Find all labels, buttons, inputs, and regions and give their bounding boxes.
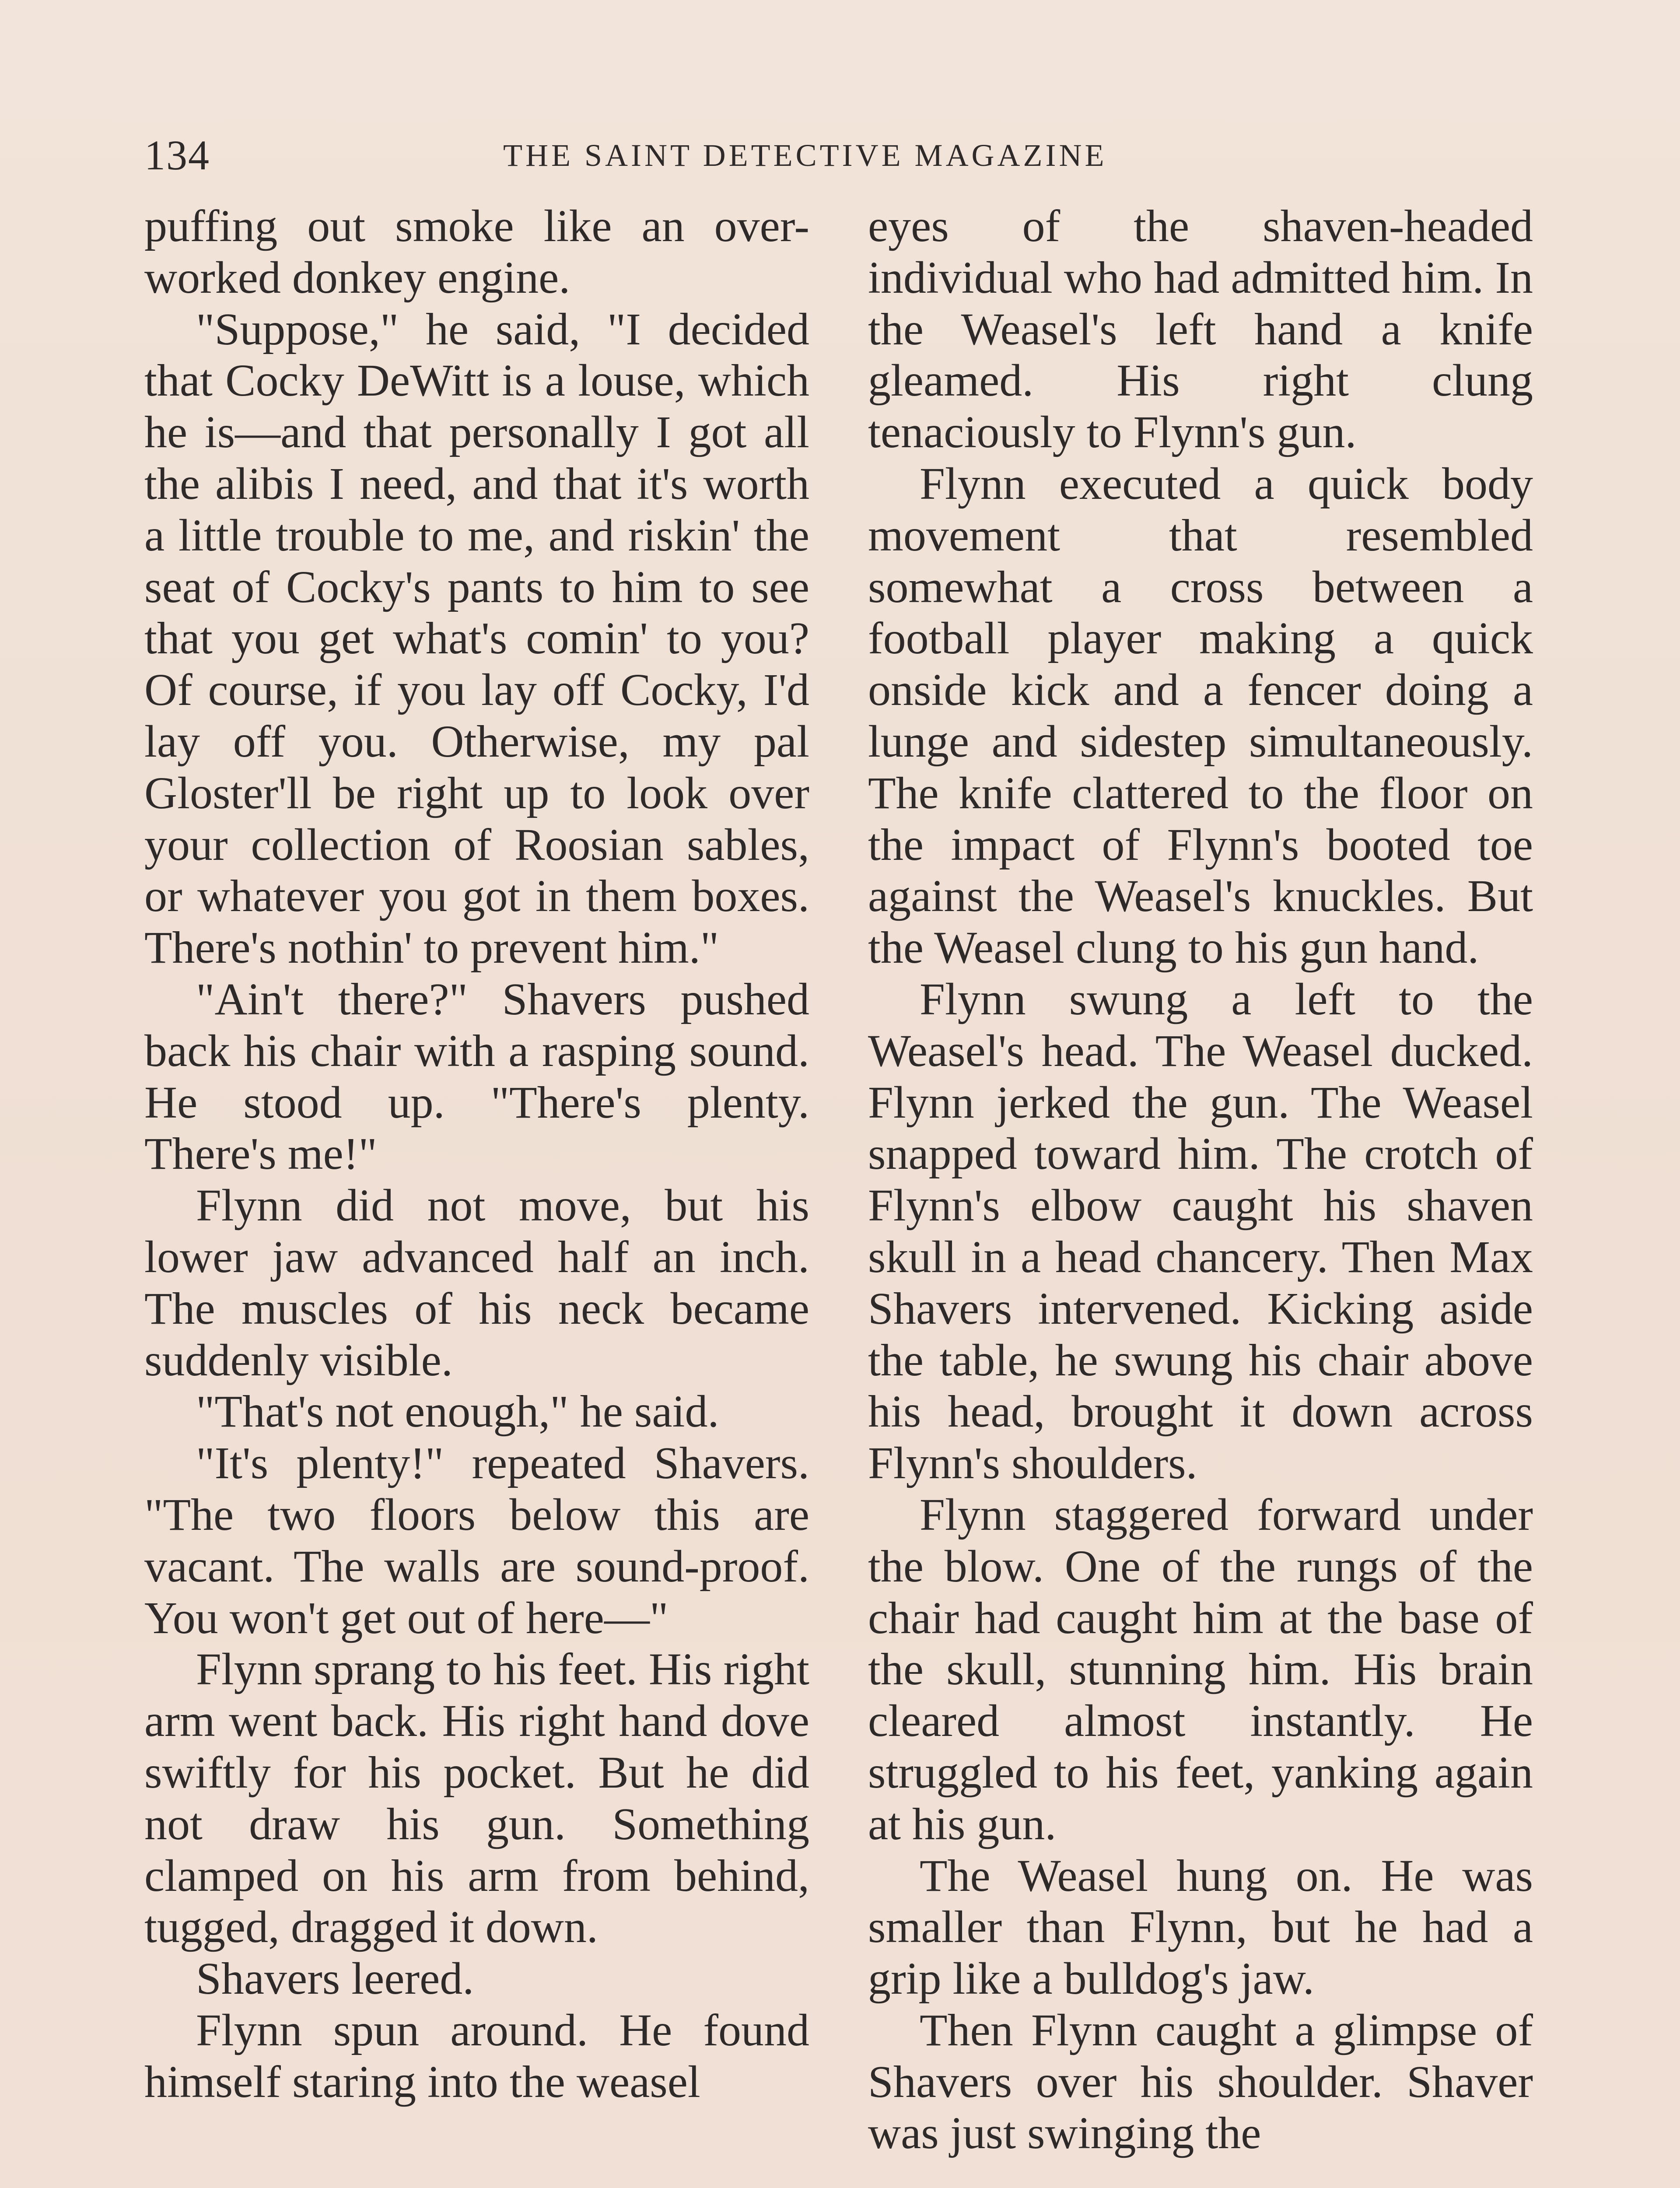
left-column [144,200,809,2107]
running-head: THE SAINT DETECTIVE MAGAZINE [503,138,1107,173]
paragraph: "Ain't there?" Shavers pushed back his chair with a rasping sound. He stood up. "There's plenty. There's me!" [144,974,809,1179]
right-column [868,200,1533,2159]
paragraph: puffing out smoke like an over-worked donkey engine. [144,201,809,303]
paragraph: Flynn executed a quick body movement that resembled somewhat a cross between a football player making a quick onside kick and a fencer doing a lunge and sidestep simultaneously. The knife clattered to the floor on the impact of Flynn's booted toe against the Weasel's knuckles. But the Weasel clung to his gun hand. [868,458,1533,973]
paragraph: "Suppose," he said, "I decided that Cocky DeWitt is a louse, which he is—and that personally I got all the alibis I need, and that it's worth a little trouble to me, and riskin' the seat of Cocky's pants to him to see that you get what's comin' to you? Of course, if you lay off Cocky, I'd lay off you. Otherwise, my pal Gloster'll be right up to look over your collection of Roosian sables, or whatever you got in them boxes. There's nothin' to prevent him." [144,304,809,973]
paragraph: "That's not enough," he said. [196,1386,719,1437]
paragraph: Flynn swung a left to the Weasel's head. The Weasel ducked. Flynn jerked the gun. The Weasel snapped toward him. The crotch of Flynn's elbow caught his shaven skull in a head chancery. Then Max Shavers intervened. Kicking aside the table, he swung his chair above his head, brought it down across Flynn's shoulders. [868,974,1533,1489]
paragraph: The Weasel hung on. He was smaller than Flynn, but he had a grip like a bulldog's jaw. [868,1850,1533,2004]
paragraph: Shavers leered. [196,1953,474,2004]
page-header [144,125,1536,186]
paragraph: eyes of the shaven-headed individual who had admitted him. In the Weasel's left hand a knife gleamed. His right clung tenaciously to Flynn's gun. [868,201,1533,458]
paragraph: Then Flynn caught a glimpse of Shavers over his shoulder. Shaver was just swinging the [868,2005,1533,2159]
paragraph: Flynn spun around. He found himself staring into the weasel [144,2005,809,2107]
paragraph: Flynn sprang to his feet. His right arm went back. His right hand dove swiftly for his pocket. But he did not draw his gun. Something clamped on his arm from behind, tugged, dragged it down. [144,1644,809,1953]
page-number: 134 [144,132,210,179]
paragraph: Flynn did not move, but his lower jaw advanced half an inch. The muscles of his neck became suddenly visible. [144,1180,809,1385]
paragraph: "It's plenty!" repeated Shavers. "The two floors below this are vacant. The walls are sound-proof. You won't get out of here—" [144,1438,809,1643]
paragraph: Flynn staggered forward under the blow. One of the rungs of the chair had caught him at the base of the skull, stunning him. His brain cleared almost instantly. He struggled to his feet, yanking again at his gun. [868,1489,1533,1849]
